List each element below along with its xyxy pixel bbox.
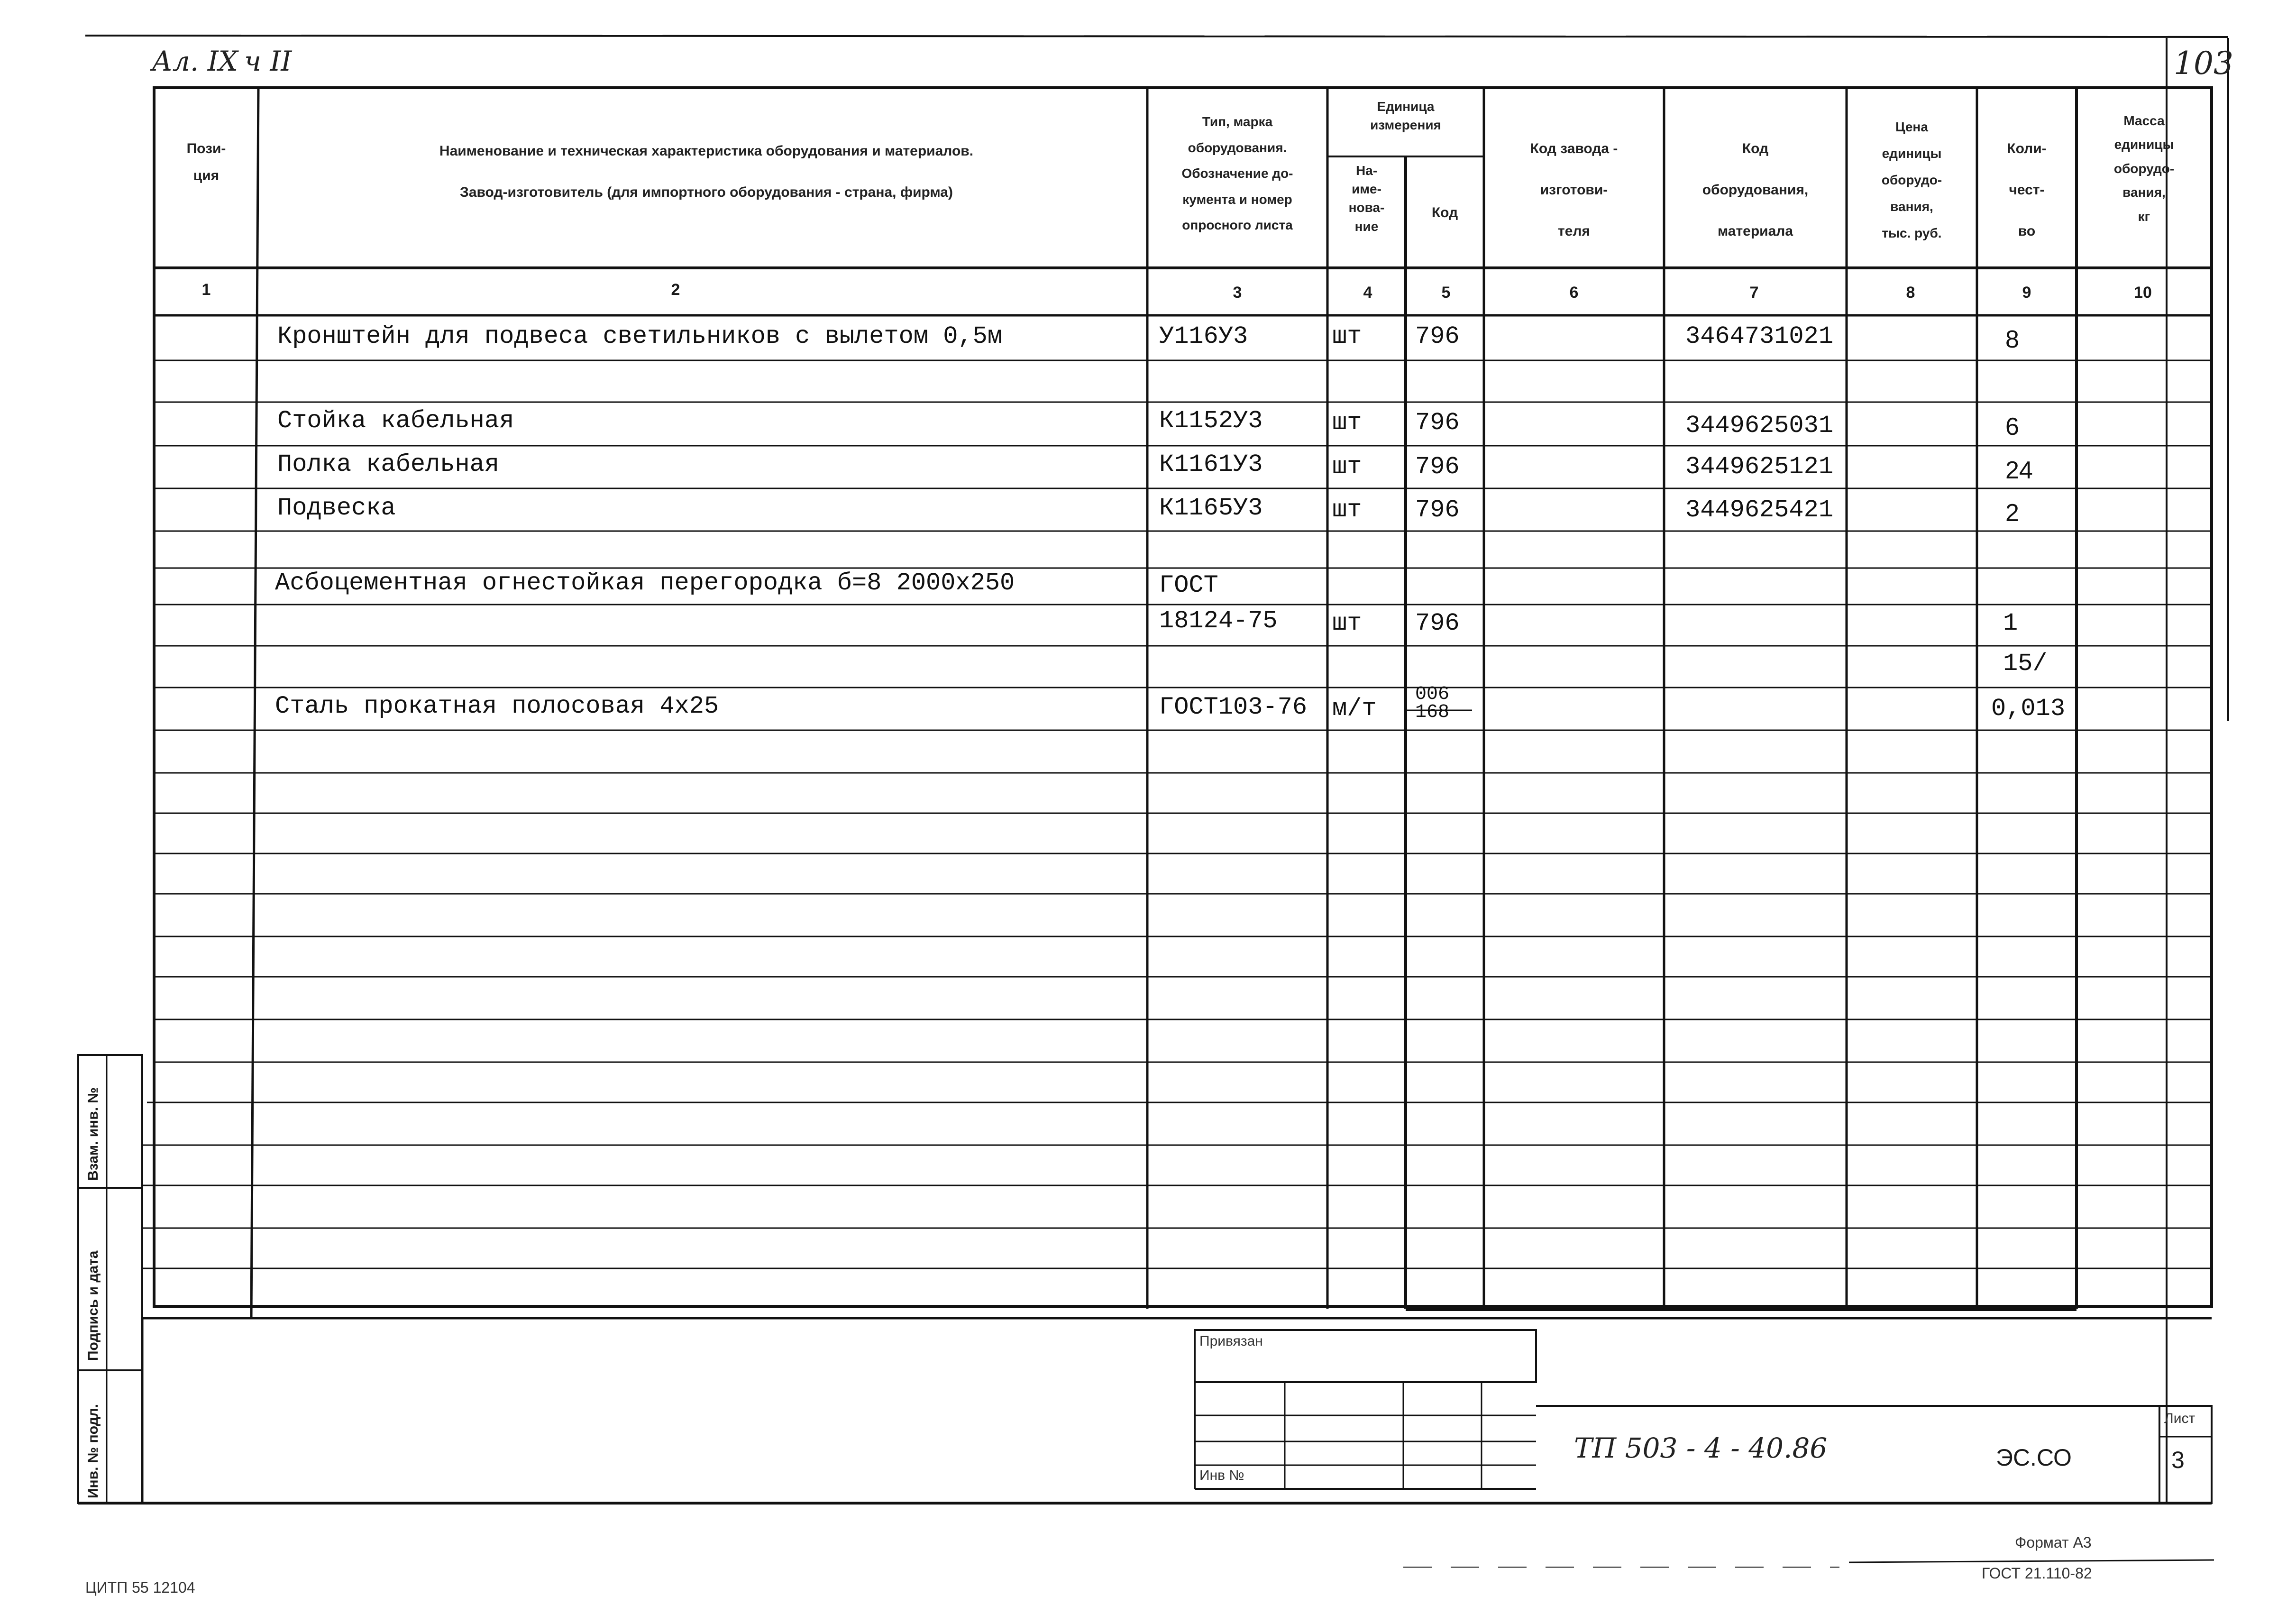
col-num-1: 1 (201, 281, 211, 299)
side-stamp-vzam: Взам. инв. № (85, 1087, 101, 1181)
row-type: ГОСТ (1159, 571, 1218, 599)
row-code: 3449625421 (1685, 496, 1834, 524)
format-label: Формат А3 (2015, 1534, 2092, 1551)
row-unit-code: 796 (1415, 453, 1460, 481)
list-label: Лист (2164, 1411, 2195, 1426)
col-num-3: 3 (1233, 284, 1242, 302)
row-qty: 1 (2003, 609, 2018, 637)
header-mass: Масса единицы оборудо- вания, кг (2113, 113, 2175, 224)
row-type: К1152У3 (1159, 407, 1263, 435)
header-type: Тип, марка оборудования. Обозначение до- кумента и номер опросного листа (1181, 114, 1293, 233)
privyazan-label: Привязан (1199, 1333, 1263, 1349)
row-unit: шт (1332, 496, 1362, 524)
header-unit-code: Код (1431, 205, 1458, 220)
sheet-code: ЭС.СО (1996, 1444, 2072, 1471)
row-type: К1165У3 (1159, 494, 1263, 522)
col-num-10: 10 (2134, 284, 2152, 302)
row-unit: шт (1332, 609, 1362, 637)
row-name: Асбоцементная огнестойкая перегородка б=8 2000х250 (275, 569, 1015, 597)
row-name: Подвеска (277, 494, 396, 522)
ditp-label: ЦИТП 55 12104 (85, 1579, 195, 1596)
col-num-5: 5 (1441, 284, 1451, 302)
header-equipment-code: Код оборудования, материала (1702, 141, 1809, 239)
row-qty: 15/ (2003, 650, 2048, 678)
header-price: Цена единицы оборудо- вания, тыс. руб. (1881, 119, 1942, 240)
side-stamp-inv: Инв. № подл. (85, 1404, 101, 1498)
header-name: Наименование и техническая характеристика оборудования и материалов. Завод-изготовитель (для импортного оборудования - страна, фирма) (439, 143, 974, 200)
row-type: К1161У3 (1159, 450, 1263, 478)
row-code: 3464731021 (1685, 322, 1834, 350)
row-unit: шт (1332, 409, 1362, 437)
row-unit-code: 796 (1415, 322, 1460, 350)
row-unit-code: 796 (1415, 609, 1460, 637)
row-name: Полка кабельная (277, 450, 500, 478)
header-quantity: Коли- чест- во (2007, 141, 2047, 239)
doc-code: ТП 503 - 4 - 40.86 (1574, 1432, 1828, 1464)
header-factory-code: Код завода - изготови- теля (1530, 141, 1618, 239)
header-unit-name: На- име- нова- ние (1348, 163, 1385, 234)
page-number: 103 (2174, 45, 2233, 82)
row-name: Стойка кабельная (277, 407, 514, 435)
row-type: У116У3 (1159, 322, 1248, 350)
row-unit: шт (1332, 322, 1362, 350)
part-label: ч II (244, 45, 292, 77)
col-num-8: 8 (1906, 284, 1915, 302)
header-position: Пози- ция (186, 141, 226, 184)
col-num-2: 2 (671, 281, 680, 299)
album-label: Ал. IX (152, 45, 238, 77)
col-num-6: 6 (1569, 284, 1579, 302)
row-qty: 2 (2005, 499, 2019, 527)
row-unit: шт (1332, 453, 1362, 481)
row-type: 18124-75 (1159, 607, 1278, 635)
row-qty: 8 (2005, 326, 2019, 353)
row-qty: 24 (2005, 457, 2033, 484)
col-num-9: 9 (2022, 284, 2031, 302)
row-unit-code: 796 (1415, 409, 1460, 437)
row-unit: м/т (1332, 695, 1377, 723)
row-unit-code-fraction: 006 168 (1415, 684, 1450, 723)
row-qty: 0,013 (1991, 695, 2066, 723)
row-name: Кронштейн для подвеса светильников с вылетом 0,5м (277, 322, 1003, 350)
col-num-4: 4 (1363, 284, 1372, 302)
gost-label: ГОСТ 21.110-82 (1982, 1565, 2092, 1582)
col-num-7: 7 (1749, 284, 1759, 302)
row-name: Сталь прокатная полосовая 4х25 (275, 692, 719, 720)
row-code: 3449625121 (1685, 453, 1834, 481)
row-code: 3449625031 (1685, 412, 1834, 440)
row-unit-code: 796 (1415, 496, 1460, 524)
row-type: ГОСТ103-76 (1159, 693, 1308, 721)
list-value: 3 (2171, 1447, 2185, 1473)
header-unit-group: Единица измерения (1370, 99, 1441, 133)
row-qty: 6 (2005, 413, 2019, 440)
inv-no-label: Инв № (1199, 1468, 1244, 1483)
side-stamp-podpis: Подпись и дата (85, 1250, 101, 1361)
